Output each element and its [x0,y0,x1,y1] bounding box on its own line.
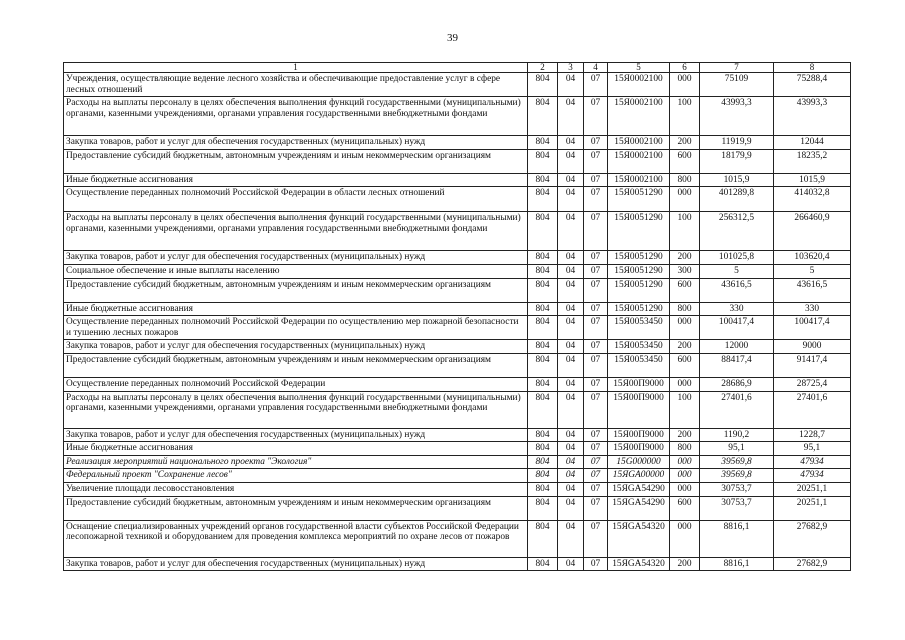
cell-c3: 04 [558,73,584,97]
cell-code: 15Я00П9000 [608,391,670,428]
row-name: Осуществление переданных полномочий Российской Федерации [64,377,528,391]
cell-code: 15Я0002100 [608,173,670,187]
cell-amount-2: 43993,3 [774,97,851,136]
cell-c4: 07 [584,391,608,428]
cell-amount-1: 39569,8 [700,455,774,469]
cell-code: 15Я0051290 [608,212,670,251]
column-header: 5 [608,63,670,73]
cell-amount-2: 27682,9 [774,557,851,571]
cell-c6: 000 [670,520,700,557]
cell-c2: 804 [528,469,558,483]
cell-c2: 804 [528,391,558,428]
cell-amount-2: 266460,9 [774,212,851,251]
table-row [64,278,851,302]
row-name: Реализация мероприятий национального проекта "Экология" [64,455,528,469]
cell-c4: 07 [584,316,608,340]
row-name: Федеральный проект "Сохранение лесов" [64,469,528,483]
cell-c4: 07 [584,340,608,354]
table-row [64,482,851,496]
cell-code: 15Я0002100 [608,136,670,150]
row-name: Иные бюджетные ассигнования [64,302,528,316]
cell-c4: 07 [584,469,608,483]
cell-c2: 804 [528,212,558,251]
cell-c6: 000 [670,73,700,97]
table-row [64,187,851,212]
row-name: Расходы на выплаты персоналу в целях обеспечения выполнения функций государственными (муниципальными) органами, казенными учреждениями, органами управления государственными внебюджетными фондами [64,97,528,136]
cell-code: 15Я0002100 [608,149,670,173]
cell-code: 15Я0051290 [608,278,670,302]
cell-c3: 04 [558,482,584,496]
column-header: 6 [670,63,700,73]
row-name: Увеличение площади лесовосстановления [64,482,528,496]
cell-c3: 04 [558,428,584,442]
row-name: Закупка товаров, работ и услуг для обеспечения государственных (муниципальных) нужд [64,136,528,150]
cell-c6: 300 [670,264,700,278]
column-header: 1 [64,63,528,73]
cell-c4: 07 [584,251,608,265]
cell-amount-1: 39569,8 [700,469,774,483]
row-name: Оснащение специализированных учреждений органов государственной власти субъектов Российской Федерации лесопожарной техникой и оборудованием для проведения комплекса мероприятий по охране лесов от пожаров [64,520,528,557]
cell-c6: 600 [670,278,700,302]
cell-c4: 07 [584,212,608,251]
column-header: 8 [774,63,851,73]
cell-c4: 07 [584,428,608,442]
cell-amount-1: 75109 [700,73,774,97]
table-row [64,442,851,456]
cell-c6: 000 [670,455,700,469]
cell-code: 15Я0051290 [608,187,670,212]
cell-c2: 804 [528,353,558,377]
cell-amount-2: 20251,1 [774,482,851,496]
cell-code: 15G000000 [608,455,670,469]
table-row [64,149,851,173]
cell-c6: 000 [670,482,700,496]
cell-c3: 04 [558,391,584,428]
row-name: Расходы на выплаты персоналу в целях обеспечения выполнения функций государственными (муниципальными) органами, казенными учреждениями, органами управления государственными внебюджетными фондами [64,212,528,251]
table-row [64,264,851,278]
cell-code: 15Я0051290 [608,264,670,278]
cell-amount-2: 47934 [774,469,851,483]
table-row [64,377,851,391]
table-row [64,353,851,377]
cell-c2: 804 [528,73,558,97]
cell-c6: 100 [670,212,700,251]
cell-c2: 804 [528,442,558,456]
cell-c3: 04 [558,316,584,340]
cell-c6: 200 [670,428,700,442]
table-header-row [64,63,851,73]
cell-c3: 04 [558,557,584,571]
cell-code: 15Я00П9000 [608,442,670,456]
table-row [64,455,851,469]
cell-c2: 804 [528,377,558,391]
cell-amount-1: 1015,9 [700,173,774,187]
cell-amount-2: 100417,4 [774,316,851,340]
cell-c2: 804 [528,187,558,212]
cell-c6: 200 [670,136,700,150]
table-row [64,340,851,354]
cell-amount-2: 91417,4 [774,353,851,377]
cell-c3: 04 [558,212,584,251]
cell-amount-2: 5 [774,264,851,278]
budget-table [63,62,851,571]
cell-code: 15ЯGA54320 [608,520,670,557]
row-name: Учреждения, осуществляющие ведение лесного хозяйства и обеспечивающие предоставление услуг в сфере лесных отношений [64,73,528,97]
row-name: Предоставление субсидий бюджетным, автономным учреждениям и иным некоммерческим организациям [64,496,528,520]
cell-c2: 804 [528,264,558,278]
cell-c4: 07 [584,496,608,520]
cell-c3: 04 [558,340,584,354]
cell-code: 15Я0002100 [608,73,670,97]
cell-c6: 800 [670,442,700,456]
cell-c6: 200 [670,251,700,265]
row-name: Закупка товаров, работ и услуг для обеспечения государственных (муниципальных) нужд [64,557,528,571]
cell-c3: 04 [558,264,584,278]
cell-c2: 804 [528,340,558,354]
cell-c4: 07 [584,557,608,571]
row-name: Закупка товаров, работ и услуг для обеспечения государственных (муниципальных) нужд [64,251,528,265]
row-name: Предоставление субсидий бюджетным, автономным учреждениям и иным некоммерческим организациям [64,353,528,377]
cell-c6: 800 [670,173,700,187]
cell-c4: 07 [584,302,608,316]
column-header: 3 [558,63,584,73]
row-name: Закупка товаров, работ и услуг для обеспечения государственных (муниципальных) нужд [64,428,528,442]
cell-c4: 07 [584,136,608,150]
cell-c4: 07 [584,377,608,391]
cell-amount-1: 27401,6 [700,391,774,428]
cell-amount-2: 27682,9 [774,520,851,557]
cell-code: 15ЯGA54290 [608,496,670,520]
column-header: 2 [528,63,558,73]
cell-amount-1: 1190,2 [700,428,774,442]
table-row [64,173,851,187]
cell-c3: 04 [558,496,584,520]
cell-c2: 804 [528,482,558,496]
table-row [64,136,851,150]
cell-amount-2: 47934 [774,455,851,469]
cell-amount-1: 43616,5 [700,278,774,302]
row-name: Закупка товаров, работ и услуг для обеспечения государственных (муниципальных) нужд [64,340,528,354]
cell-amount-1: 330 [700,302,774,316]
row-name: Социальное обеспечение и иные выплаты населению [64,264,528,278]
cell-c3: 04 [558,149,584,173]
cell-c4: 07 [584,187,608,212]
cell-c6: 100 [670,391,700,428]
cell-amount-2: 330 [774,302,851,316]
cell-c2: 804 [528,496,558,520]
cell-c2: 804 [528,520,558,557]
cell-c6: 000 [670,187,700,212]
cell-amount-2: 75288,4 [774,73,851,97]
cell-c2: 804 [528,278,558,302]
cell-c3: 04 [558,377,584,391]
cell-c6: 000 [670,377,700,391]
cell-c2: 804 [528,149,558,173]
cell-c3: 04 [558,469,584,483]
cell-c4: 07 [584,73,608,97]
cell-amount-1: 8816,1 [700,557,774,571]
cell-code: 15Я0002100 [608,97,670,136]
cell-code: 15Я0053450 [608,353,670,377]
cell-c4: 07 [584,278,608,302]
cell-c6: 000 [670,316,700,340]
table-row [64,97,851,136]
table-row [64,212,851,251]
column-header: 4 [584,63,608,73]
cell-amount-2: 27401,6 [774,391,851,428]
row-name: Иные бюджетные ассигнования [64,442,528,456]
table-row [64,557,851,571]
cell-c4: 07 [584,149,608,173]
cell-c6: 600 [670,149,700,173]
table-row [64,251,851,265]
cell-code: 15Я0053450 [608,340,670,354]
cell-c2: 804 [528,251,558,265]
cell-c2: 804 [528,97,558,136]
cell-c2: 804 [528,136,558,150]
cell-amount-2: 103620,4 [774,251,851,265]
cell-c4: 07 [584,455,608,469]
cell-c3: 04 [558,302,584,316]
cell-c3: 04 [558,136,584,150]
cell-c6: 200 [670,557,700,571]
cell-c3: 04 [558,520,584,557]
cell-amount-2: 28725,4 [774,377,851,391]
cell-amount-1: 8816,1 [700,520,774,557]
cell-amount-2: 1015,9 [774,173,851,187]
cell-c2: 804 [528,316,558,340]
cell-amount-2: 18235,2 [774,149,851,173]
cell-c3: 04 [558,442,584,456]
cell-c3: 04 [558,353,584,377]
cell-c4: 07 [584,264,608,278]
row-name: Предоставление субсидий бюджетным, автономным учреждениям и иным некоммерческим организациям [64,149,528,173]
table-row [64,428,851,442]
cell-amount-1: 12000 [700,340,774,354]
cell-amount-2: 95,1 [774,442,851,456]
cell-c6: 600 [670,353,700,377]
cell-amount-2: 9000 [774,340,851,354]
cell-amount-2: 414032,8 [774,187,851,212]
table-row [64,391,851,428]
cell-c3: 04 [558,173,584,187]
row-name: Расходы на выплаты персоналу в целях обеспечения выполнения функций государственными (муниципальными) органами, казенными учреждениями, органами управления государственными внебюджетными фондами [64,391,528,428]
cell-c4: 07 [584,482,608,496]
cell-c2: 804 [528,173,558,187]
cell-amount-2: 1228,7 [774,428,851,442]
table-row [64,316,851,340]
cell-code: 15Я00П9000 [608,428,670,442]
table-row [64,496,851,520]
cell-c6: 100 [670,97,700,136]
cell-c3: 04 [558,455,584,469]
cell-amount-2: 20251,1 [774,496,851,520]
cell-code: 15Я0051290 [608,251,670,265]
cell-c3: 04 [558,278,584,302]
cell-c6: 800 [670,302,700,316]
cell-amount-1: 30753,7 [700,482,774,496]
cell-c3: 04 [558,97,584,136]
cell-c6: 200 [670,340,700,354]
cell-amount-1: 11919,9 [700,136,774,150]
cell-amount-1: 401289,8 [700,187,774,212]
cell-code: 15ЯGA54290 [608,482,670,496]
row-name: Осуществление переданных полномочий Российской Федерации в области лесных отношений [64,187,528,212]
cell-c2: 804 [528,428,558,442]
cell-amount-1: 18179,9 [700,149,774,173]
cell-code: 15Я00П9000 [608,377,670,391]
cell-amount-1: 30753,7 [700,496,774,520]
cell-code: 15ЯGA00000 [608,469,670,483]
cell-c2: 804 [528,455,558,469]
cell-amount-2: 43616,5 [774,278,851,302]
table-row [64,73,851,97]
cell-c4: 07 [584,97,608,136]
cell-c4: 07 [584,520,608,557]
cell-c3: 04 [558,251,584,265]
page-number: 39 [447,32,458,44]
cell-c4: 07 [584,442,608,456]
cell-c2: 804 [528,302,558,316]
cell-amount-2: 12044 [774,136,851,150]
row-name: Иные бюджетные ассигнования [64,173,528,187]
table-row [64,302,851,316]
row-name: Предоставление субсидий бюджетным, автономным учреждениям и иным некоммерческим организациям [64,278,528,302]
cell-amount-1: 28686,9 [700,377,774,391]
cell-amount-1: 95,1 [700,442,774,456]
cell-amount-1: 101025,8 [700,251,774,265]
cell-amount-1: 256312,5 [700,212,774,251]
cell-c6: 600 [670,496,700,520]
cell-amount-1: 43993,3 [700,97,774,136]
cell-c2: 804 [528,557,558,571]
cell-code: 15Я0053450 [608,316,670,340]
cell-c3: 04 [558,187,584,212]
table-row [64,520,851,557]
cell-c4: 07 [584,353,608,377]
cell-c4: 07 [584,173,608,187]
cell-amount-1: 5 [700,264,774,278]
cell-amount-1: 88417,4 [700,353,774,377]
cell-code: 15Я0051290 [608,302,670,316]
cell-amount-1: 100417,4 [700,316,774,340]
table-row [64,469,851,483]
cell-c6: 000 [670,469,700,483]
row-name: Осуществление переданных полномочий Российской Федерации по осуществлению мер пожарной безопасности и тушению лесных пожаров [64,316,528,340]
cell-code: 15ЯGA54320 [608,557,670,571]
column-header: 7 [700,63,774,73]
